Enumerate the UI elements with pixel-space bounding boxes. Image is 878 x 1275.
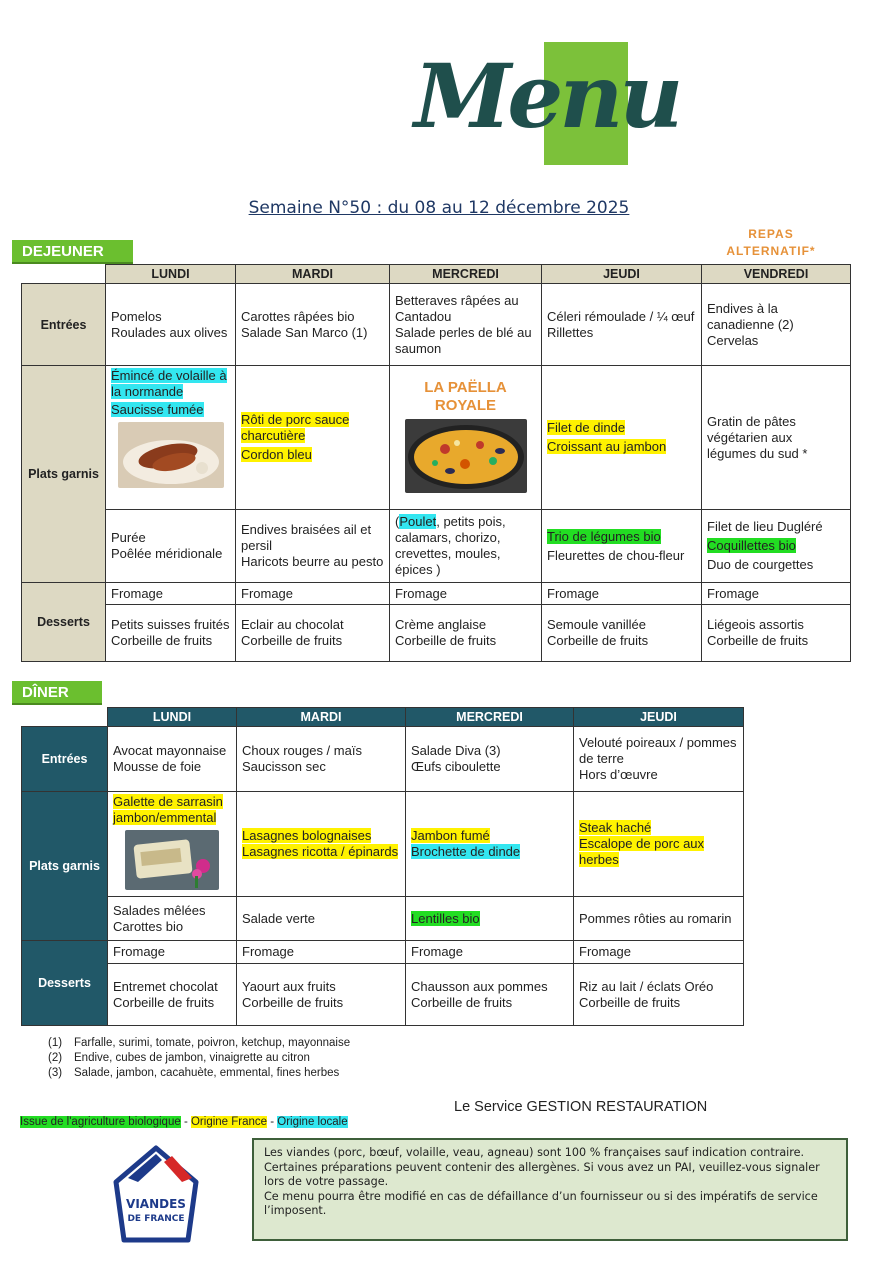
dish-local: Poulet [399,514,437,529]
dish-local: Émincé de volaille à la normande [111,368,227,399]
dish-bio: Trio de légumes bio [547,528,661,544]
service-signature: Le Service GESTION RESTAURATION [454,1099,708,1115]
lunch-entree-mercredi [390,284,542,366]
dish: Carottes bio [113,918,184,934]
dish: Œufs ciboulette [411,759,501,774]
dish: Fleurettes de chou-fleur [547,547,685,563]
dish: Avocat mayonnaise [113,743,227,758]
dish: Corbeille de fruits [547,633,649,648]
dish: Riz au lait / éclats Oréo [579,978,714,994]
blank-corner [22,708,108,727]
lunch-entree-lundi [106,284,236,366]
dish: Corbeille de fruits [113,994,215,1010]
dinner-fromage: Fromage [406,941,574,964]
dinner-entree-mercredi [406,727,574,792]
lunch-fromage: Fromage [542,583,702,605]
dish: Choux rouges / maïs [242,743,362,758]
alternative-meal-label: REPAS ALTERNATIF* [726,227,816,258]
notice-box [252,1138,848,1241]
dinner-entree-lundi [108,727,237,792]
dish: Carottes râpées bio [241,308,355,324]
dish: Roulades aux olives [111,324,228,340]
week-title: Semaine N°50 : du 08 au 12 décembre 2025 [248,198,630,218]
lunch-day-mardi: MARDI [236,265,390,284]
dinner-dessert-mercredi [406,964,574,1026]
dish: Petits suisses fruités [111,617,230,632]
lunch-row-plats: Plats garnis [22,366,106,583]
logo-line-2: DE FRANCE [127,1214,185,1224]
lunch-entree-mardi [236,284,390,366]
lunch-row-desserts: Desserts [22,583,106,662]
lunch-plat-vendredi [702,366,851,510]
dish: Salade Diva (3) [411,743,501,758]
dish: Salade perles de blé au saumon [395,324,532,356]
footnote-number: (1) [48,1037,63,1049]
lunch-garniture-lundi [106,510,236,583]
dish: Eclair au chocolat [241,617,344,632]
dish: Cervelas [707,332,759,348]
lunch-dessert-mercredi [390,605,542,662]
dish: Chausson aux pommes [411,978,548,994]
dish: Duo de courgettes [707,557,814,572]
lunch-row-entrees: Entrées [22,284,106,366]
lunch-fromage: Fromage [390,583,542,605]
dish: Haricots beurre au pesto [241,554,384,569]
dinner-plat-jeudi [574,792,744,897]
dinner-section-tag: DÎNER [12,681,102,705]
lunch-day-vendredi: VENDREDI [702,265,851,284]
dish-france: Croissant au jambon [547,439,667,454]
dish: Salade San Marco (1) [241,324,368,340]
dish-france: Steak haché [579,820,652,835]
menu-logo-text: Menu [414,44,680,148]
lunch-garniture-vendredi [702,510,851,583]
dish: Poêlée méridionale [111,546,223,561]
lunch-dessert-vendredi [702,605,851,662]
lunch-garniture-jeudi [542,510,702,583]
dinner-plat-mercredi [406,792,574,897]
dish: Mousse de foie [113,759,202,774]
paella-title: LA PAËLLA ROYALE [424,378,507,414]
dish-france: Rôti de porc sauce charcutière [241,412,350,443]
lunch-dessert-lundi [106,605,236,662]
footnote-3 [48,1066,350,1081]
dish: Salade verte [242,910,315,926]
legend-locale: Origine locale [277,1116,348,1128]
footnotes [48,1036,350,1081]
dish: Endives à la canadienne (2) [707,300,794,332]
dish: Corbeille de fruits [242,994,344,1010]
dinner-dessert-jeudi [574,964,744,1026]
dinner-plat-mardi [237,792,406,897]
color-legend [20,1116,348,1128]
footnote-number: (3) [48,1067,63,1079]
lunch-plat-mardi [236,366,390,510]
footnote-text: Endive, cubes de jambon, vinaigrette au citron [74,1052,310,1064]
lunch-fromage: Fromage [702,583,851,605]
dish-france: Cordon bleu [241,447,312,462]
dish: Velouté poireaux / pommes de terre [579,735,737,766]
lunch-fromage: Fromage [236,583,390,605]
dinner-plat-lundi [108,792,237,897]
dish: Rillettes [547,324,594,340]
legend-france: Origine France [190,1116,268,1128]
dish: Corbeille de fruits [411,994,513,1010]
dish-local: Saucisse fumée [111,402,204,417]
dish: Crème anglaise [395,617,487,632]
legend-bio: Issue de l'agriculture biologique [20,1116,181,1128]
dish-local: Brochette de dinde [411,844,521,859]
dish: Corbeille de fruits [241,633,343,648]
dish: Saucisson sec [242,759,326,774]
paella-photo [405,419,527,493]
dinner-entree-jeudi [574,727,744,792]
dish-france: Jambon fumé [411,828,490,843]
lunch-plat-mercredi [390,366,542,510]
lunch-day-jeudi: JEUDI [542,265,702,284]
dinner-garniture-mardi [237,897,406,941]
dish-france: Escalope de porc aux herbes [579,836,705,867]
dish: Corbeille de fruits [579,994,681,1010]
viandes-de-france-logo [108,1142,204,1246]
dish: Endives braisées ail et persil [241,522,372,553]
lunch-table [21,264,851,662]
dish-bio: Lentilles bio [411,910,480,926]
lunch-entree-vendredi [702,284,851,366]
dish: Pommes rôties au romarin [579,910,732,926]
dish: , petits pois, calamars, chorizo, crevettes, moules, épices ) [395,514,506,577]
dish: Yaourt aux fruits [242,978,336,994]
lunch-day-lundi: LUNDI [106,265,236,284]
dinner-day-mercredi: MERCREDI [406,708,574,727]
dinner-dessert-lundi [108,964,237,1026]
footnote-text: Farfalle, surimi, tomate, poivron, ketchup, mayonnaise [74,1037,351,1049]
dinner-table [21,707,744,1026]
dish: Salades mêlées [113,902,206,918]
footnote-text: Salade, jambon, cacahuète, emmental, fines herbes [74,1067,340,1079]
dish-bio: Coquillettes bio [707,538,796,553]
dinner-fromage: Fromage [574,941,744,964]
dinner-row-entrees: Entrées [22,727,108,792]
dish: Corbeille de fruits [707,633,809,648]
lunch-section-tag: DEJEUNER [12,240,133,264]
lunch-entree-jeudi [542,284,702,366]
legend-separator: - [267,1116,278,1128]
dinner-garniture-mercredi [406,897,574,941]
dish: Pomelos [111,308,162,324]
dish: Liégeois assortis [707,617,804,632]
dinner-row-plats: Plats garnis [22,792,108,941]
logo-line-1: VIANDES [126,1197,186,1211]
lunch-garniture-mercredi [390,510,542,583]
dish-france: Filet de dinde [547,420,626,435]
dish: Purée [111,530,146,545]
dish-france: Lasagnes bolognaises [242,828,372,843]
dish: Filet de lieu Dugléré [707,519,823,534]
paren: ( [395,514,400,529]
footnote-number: (2) [48,1052,63,1064]
lunch-dessert-jeudi [542,605,702,662]
lunch-day-mercredi: MERCREDI [390,265,542,284]
dish: Gratin de pâtes végétarien aux légumes du sud * [707,413,808,461]
dish: Betteraves râpées au Cantadou [395,292,519,324]
lunch-plat-lundi [106,366,236,510]
dinner-day-lundi: LUNDI [108,708,237,727]
dinner-day-mardi: MARDI [237,708,406,727]
dish: Corbeille de fruits [395,633,497,648]
lunch-plat-jeudi [542,366,702,510]
footnote-1 [48,1036,350,1051]
dish-france: Lasagnes ricotta / épinards [242,844,399,859]
dish: Céleri rémoulade / ¼ œuf [547,308,695,324]
blank-corner [22,265,106,284]
footnote-2 [48,1051,350,1066]
lunch-dessert-mardi [236,605,390,662]
dinner-day-jeudi: JEUDI [574,708,744,727]
dinner-fromage: Fromage [108,941,237,964]
dish: Entremet chocolat [113,978,218,994]
dinner-garniture-lundi [108,897,237,941]
dinner-garniture-jeudi [574,897,744,941]
galette-photo [125,830,219,890]
legend-separator: - [180,1116,191,1128]
dish-france: Galette de sarrasin jambon/emmental [113,794,223,825]
dinner-fromage: Fromage [237,941,406,964]
dinner-entree-mardi [237,727,406,792]
notice-line: Ce menu pourra être modifié en cas de défaillance d’un fournisseur ou si des impératifs de service l’imposent. [264,1189,818,1217]
dish: Semoule vanillée [547,617,647,632]
notice-line: Certaines préparations peuvent contenir des allergènes. Si vous avez un PAI, veuillez-vous signaler lors de votre passage. [264,1160,820,1188]
dish: Corbeille de fruits [111,633,213,648]
dinner-dessert-mardi [237,964,406,1026]
dish: Hors d’œuvre [579,767,658,782]
lunch-fromage: Fromage [106,583,236,605]
lunch-garniture-mardi [236,510,390,583]
sausage-dish-photo [118,422,224,488]
notice-line: Les viandes (porc, bœuf, volaille, veau, agneau) sont 100 % françaises sauf indication contraire. [264,1146,805,1159]
dinner-row-desserts: Desserts [22,941,108,1026]
